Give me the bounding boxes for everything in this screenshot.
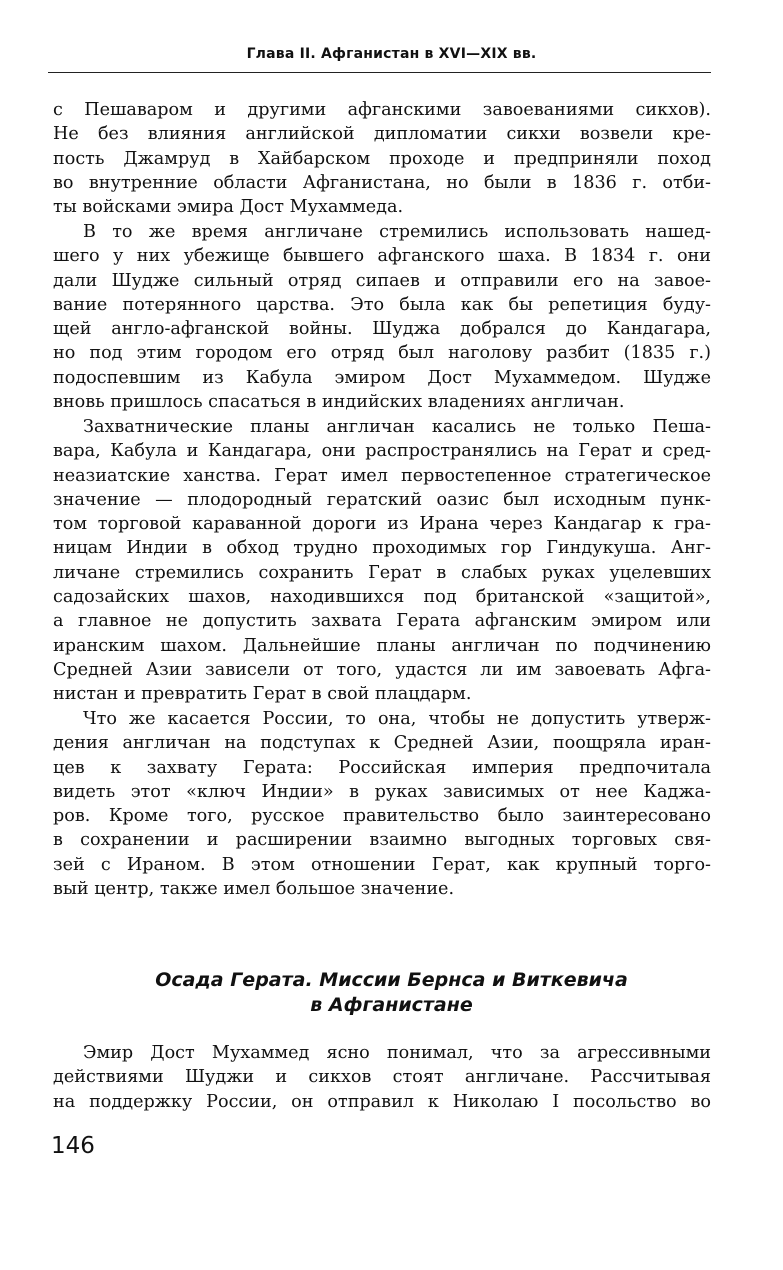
text-line: личане стремились сохранить Герат в слабых руках уцелевших xyxy=(53,562,711,583)
text-line: вый центр, также имел большое значение. xyxy=(53,879,455,900)
text-line: дения англичан на подступах к Средней Азии, поощряла иран- xyxy=(53,733,711,754)
paragraph-1 xyxy=(53,98,711,219)
text-line: Что же касается России, то она, чтобы не допустить утверж- xyxy=(83,709,711,729)
paragraph-4 xyxy=(53,707,711,901)
text-line: во внутренние области Афганистана, но были в 1836 г. отби- xyxy=(53,172,711,193)
text-line: видеть этот «ключ Индии» в руках зависимых от нее Каджа- xyxy=(53,781,711,802)
running-header: Глава II. Афганистан в XVI—XIX вв. xyxy=(246,46,537,62)
section-heading-line-2: в Афганистане xyxy=(310,994,473,1016)
text-line: неазиатские ханства. Герат имел первостепенное стратегическое xyxy=(53,465,711,486)
text-line: Не без влияния английской дипломатии сикхи возвели кре- xyxy=(53,124,711,145)
section-heading-line-1: Осада Герата. Миссии Бернса и Виткевича xyxy=(155,969,628,991)
text-line: а главное не допустить захвата Герата афганским эмиром или xyxy=(53,611,711,632)
paragraph-3 xyxy=(53,415,711,707)
text-line: цев к захвату Герата: Российская империя предпочитала xyxy=(53,757,711,778)
text-line: дали Шудже сильный отряд сипаев и отправили его на завое- xyxy=(53,270,711,291)
text-line: значение — плодородный гератский оазис был исходным пунк- xyxy=(53,489,711,510)
text-line: подоспевшим из Кабула эмиром Дост Мухаммедом. Шудже xyxy=(53,367,711,388)
text-line: с Пешаваром и другими афганскими завоеваниями сикхов). xyxy=(53,100,711,120)
text-line: Средней Азии зависели от того, удастся ли им завоевать Афга- xyxy=(53,659,711,680)
text-line: нистан и превратить Герат в свой плацдарм. xyxy=(53,684,472,705)
page-number: 146 xyxy=(51,1133,95,1159)
text-line: действиями Шуджи и сикхов стоят англичане. Рассчитывая xyxy=(53,1067,711,1088)
text-line: пость Джамруд в Хайбарском проходе и предприняли поход xyxy=(53,148,711,169)
text-line: ты войсками эмира Дост Мухаммеда. xyxy=(53,197,404,218)
text-line: вара, Кабула и Кандагара, они распространялись на Герат и сред- xyxy=(53,441,711,462)
text-line: Эмир Дост Мухаммед ясно понимал, что за агрессивными xyxy=(83,1043,711,1063)
paragraph-2 xyxy=(53,220,711,414)
text-line: но под этим городом его отряд был наголову разбит (1835 г.) xyxy=(53,343,711,364)
section-heading xyxy=(0,968,783,1018)
text-line: вание потерянного царства. Это была как бы репетиция буду- xyxy=(53,294,711,315)
text-line: садозайских шахов, находившихся под британской «защитой», xyxy=(53,587,711,608)
text-line: в сохранении и расширении взаимно выгодных торговых свя- xyxy=(53,830,711,851)
text-line: иранским шахом. Дальнейшие планы англичан по подчинению xyxy=(53,635,711,656)
text-line: зей с Ираном. В этом отношении Герат, как крупный торго- xyxy=(53,854,711,875)
text-line: Захватнические планы англичан касались не только Пеша- xyxy=(83,417,711,437)
text-line: вновь пришлось спасаться в индийских владениях англичан. xyxy=(53,392,625,413)
text-line: ницам Индии в обход трудно проходимых гор Гиндукуша. Анг- xyxy=(53,538,711,559)
text-line: шего у них убежище бывшего афганского шаха. В 1834 г. они xyxy=(53,246,711,267)
text-line: на поддержку России, он отправил к Николаю I посольство во xyxy=(53,1091,711,1112)
paragraph-5 xyxy=(53,1041,711,1114)
text-line: том торговой караванной дороги из Ирана через Кандагар к гра- xyxy=(53,514,711,535)
text-line: щей англо-афганской войны. Шуджа добрался до Кандагара, xyxy=(53,319,711,340)
text-line: В то же время англичане стремились использовать нашед- xyxy=(83,222,711,242)
text-line: ров. Кроме того, русское правительство было заинтересовано xyxy=(53,806,711,827)
header-rule xyxy=(48,72,711,73)
